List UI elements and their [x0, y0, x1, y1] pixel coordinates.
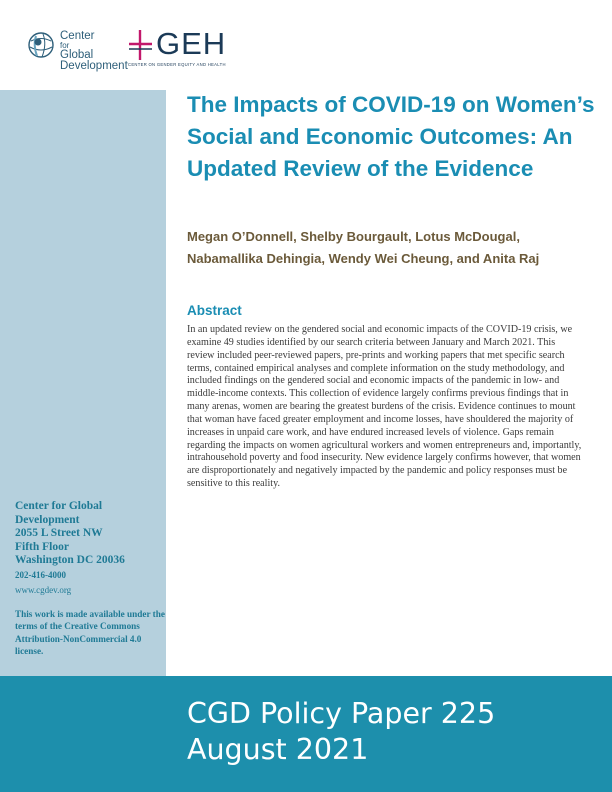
org-address — [15, 500, 165, 568]
footer-text — [187, 696, 495, 768]
cgd-logo-line: Global — [60, 49, 94, 61]
publication-date: August 2021 — [187, 733, 369, 766]
contact-block — [15, 500, 165, 658]
cgd-logo[interactable] — [26, 28, 128, 72]
footer-band — [0, 676, 612, 792]
author-list: Megan O’Donnell, Shelby Bourgault, Lotus McDougal, Nabamallika Dehingia, Wendy Wei Cheung, and Anita Raj — [187, 229, 540, 266]
abstract-body: In an updated review on the gendered social and economic impacts of the COVID-19 crisis, we examine 49 studies identified by our search criteria between January and March 2021. This review included peer-reviewed papers, pre-prints and working papers that met specific search terms, contained empirical analyses and complete information on the study methodology, and included findings on the gendered social and economic impacts of the pandemic in low- and middle-income contexts. This collection of evidence largely confirms previous findings that in many arenas, women are bearing the greatest burdens of the crisis. Evidence continues to mount that woman have faced greater employment and income losses, have shouldered the majority of increases in unpaid care work, and have endured increased levels of violence. Gaps remain regarding the impacts on women agricultural workers and women entrepreneurs and, importantly, intrahousehold poverty and food insecurity. New evidence largely confirms however, that women are disproportionately and negatively impacted by the pandemic and policy responses must be sensitive to this reality. — [187, 324, 582, 490]
abstract-heading: Abstract — [187, 303, 242, 318]
address-line: Development — [15, 513, 80, 526]
cgd-logo-line: Center — [60, 30, 95, 42]
address-line: 2055 L Street NW — [15, 527, 103, 539]
globe-icon — [26, 30, 56, 60]
cgd-logo-text — [60, 31, 128, 72]
paper-series: CGD Policy Paper 225 — [187, 697, 496, 730]
geh-subtitle: CENTER ON GENDER EQUITY AND HEALTH — [128, 62, 226, 67]
geh-logo[interactable] — [128, 28, 240, 70]
address-line: Washington DC 20036 — [15, 554, 125, 566]
cgd-logo-line: Development — [60, 60, 128, 72]
license-notice: This work is made available under the terms of the Creative Commons Attribution-NonCommercial 4.0 license. — [15, 608, 165, 656]
address-line: Center for Global — [15, 500, 103, 512]
address-line: Fifth Floor — [15, 540, 69, 553]
header — [0, 0, 612, 90]
phone-number: 202-416-4000 — [15, 569, 66, 580]
cgd-logo-line: for — [60, 41, 70, 50]
paper-title: The Impacts of COVID-19 on Women’s Social and Economic Outcomes: An Updated Review of the Evidence — [187, 92, 595, 181]
website-link[interactable]: www.cgdev.org — [15, 584, 72, 595]
geh-letters: GEH — [156, 26, 227, 61]
